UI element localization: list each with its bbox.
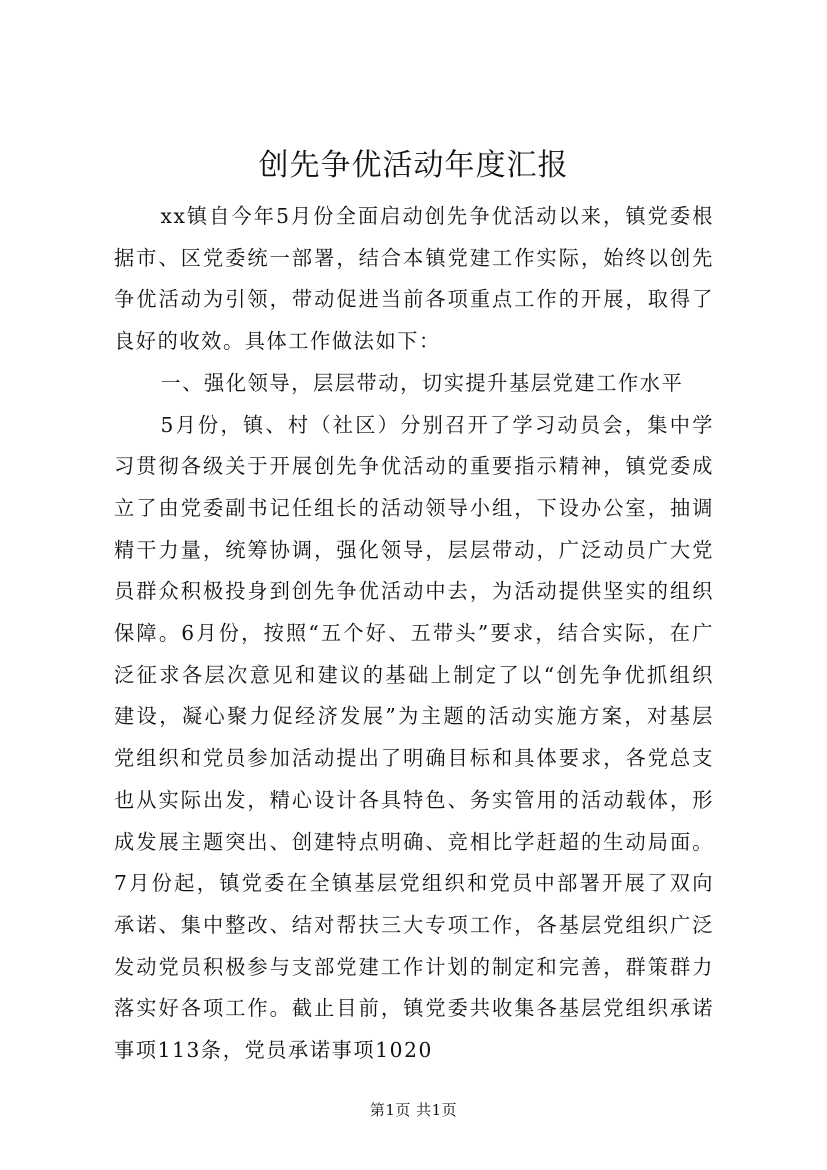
section-heading: 一、强化领导，层层带动，切实提升基层党建工作水平 [160,370,684,395]
document-body [114,196,714,1072]
intro-paragraph: xx镇自今年5月份全面启动创先争优活动以来，镇党委根据市、区党委统一部署，结合本镇党建工作实际，始终以创先争优活动为引领，带动促进当前各项重点工作的开展，取得了良好的收效。具体工作做法如下： [114,204,714,354]
page-footer: 第1页 共1页 [369,1101,458,1119]
document-title: 创先争优活动年度汇报 [258,148,569,183]
section-paragraph: 5月份，镇、村（社区）分别召开了学习动员会，集中学习贯彻各级关于开展创先争优活动的重要指示精神，镇党委成立了由党委副书记任组长的活动领导小组，下设办公室，抽调精干力量，统筹协调，强化领导，层层带动，广泛动员广大党员群众积极投身到创先争优活动中去，为活动提供坚实的组织保障。6月份，按照“五个好、五带头”要求，结合实际，在广泛征求各层次意见和建议的基础上制定了以“创先争优抓组织建设，凝心聚力促经济发展”为主题的活动实施方案，对基层党组织和党员参加活动提出了明确目标和具体要求，各党总支也从实际出发，精心设计各具特色、务实管用的活动载体，形成发展主题突出、创建特点明确、竞相比学赶超的生动局面。7月份起，镇党委在全镇基层党组织和党员中部署开展了双向承诺、集中整改、结对帮扶三大专项工作，各基层党组织广泛发动党员积极参与支部党建工作计划的制定和完善，群策群力落实好各项工作。截止目前，镇党委共收集各基层党组织承诺事项113条，党员承诺事项1020 [114,412,714,1063]
